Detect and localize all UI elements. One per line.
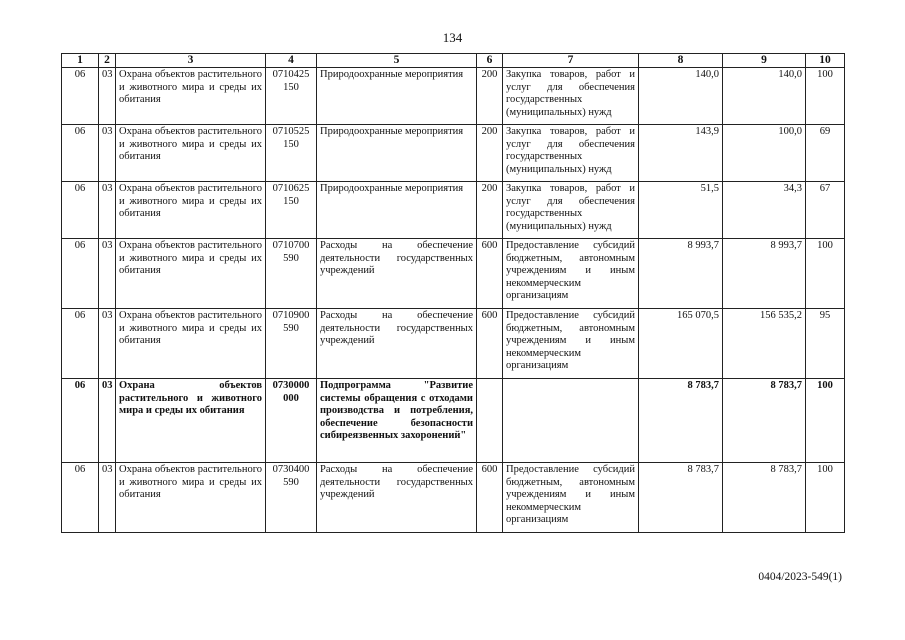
percent-cell: 100: [806, 239, 845, 309]
col-header-7: 7: [503, 54, 639, 68]
col-header-2: 2: [99, 54, 116, 68]
percent-cell: 100: [806, 68, 845, 125]
subsection-code-cell: 03: [99, 182, 116, 239]
section-code-cell: 06: [62, 125, 99, 182]
target-article-cell: 0730000 000: [266, 379, 317, 463]
table-row: [62, 182, 845, 239]
expense-type-code-cell: 600: [477, 463, 503, 533]
subsection-code-cell: 03: [99, 68, 116, 125]
subsection-name-cell: Охрана объектов растительного и животного мира и среды их обитания: [116, 309, 266, 379]
percent-cell: 100: [806, 463, 845, 533]
expense-type-name-cell: Закупка товаров, работ и услуг для обеспечения государственных (муниципальных) нужд: [503, 182, 639, 239]
section-code-cell: 06: [62, 379, 99, 463]
table-row: [62, 239, 845, 309]
table-row-subprogram: [62, 379, 845, 463]
executed-amount-cell: 34,3: [723, 182, 806, 239]
article-name-cell: Природоохранные мероприятия: [317, 68, 477, 125]
section-code-cell: 06: [62, 463, 99, 533]
subsection-code-cell: 03: [99, 239, 116, 309]
percent-cell: 95: [806, 309, 845, 379]
subsection-name-cell: Охрана объектов растительного и животного мира и среды их обитания: [116, 379, 266, 463]
col-header-10: 10: [806, 54, 845, 68]
table-row: [62, 125, 845, 182]
executed-amount-cell: 8 783,7: [723, 463, 806, 533]
table-header-row: [62, 54, 845, 68]
percent-cell: 100: [806, 379, 845, 463]
target-article-cell: 0710525 150: [266, 125, 317, 182]
col-header-8: 8: [639, 54, 723, 68]
planned-amount-cell: 140,0: [639, 68, 723, 125]
article-name-cell: Природоохранные мероприятия: [317, 182, 477, 239]
col-header-4: 4: [266, 54, 317, 68]
table-row: [62, 463, 845, 533]
col-header-3: 3: [116, 54, 266, 68]
expense-type-code-cell: 600: [477, 239, 503, 309]
expense-type-name-cell: Предоставление субсидий бюджетным, автономным учреждениям и иным некоммерческим организациям: [503, 463, 639, 533]
expense-type-code-cell: [477, 379, 503, 463]
expense-type-name-cell: [503, 379, 639, 463]
article-name-cell: Расходы на обеспечение деятельности государственных учреждений: [317, 309, 477, 379]
executed-amount-cell: 156 535,2: [723, 309, 806, 379]
expense-type-name-cell: Закупка товаров, работ и услуг для обеспечения государственных (муниципальных) нужд: [503, 68, 639, 125]
expense-type-code-cell: 200: [477, 125, 503, 182]
subsection-name-cell: Охрана объектов растительного и животного мира и среды их обитания: [116, 239, 266, 309]
executed-amount-cell: 8 993,7: [723, 239, 806, 309]
subsection-name-cell: Охрана объектов растительного и животного мира и среды их обитания: [116, 182, 266, 239]
col-header-6: 6: [477, 54, 503, 68]
budget-table: [61, 53, 845, 533]
subsection-code-cell: 03: [99, 309, 116, 379]
target-article-cell: 0710900 590: [266, 309, 317, 379]
section-code-cell: 06: [62, 182, 99, 239]
article-name-cell: Расходы на обеспечение деятельности государственных учреждений: [317, 239, 477, 309]
expense-type-code-cell: 200: [477, 68, 503, 125]
table-row: [62, 68, 845, 125]
planned-amount-cell: 165 070,5: [639, 309, 723, 379]
expense-type-name-cell: Предоставление субсидий бюджетным, автономным учреждениям и иным некоммерческим организациям: [503, 239, 639, 309]
subsection-code-cell: 03: [99, 463, 116, 533]
section-code-cell: 06: [62, 239, 99, 309]
article-name-cell: Расходы на обеспечение деятельности государственных учреждений: [317, 463, 477, 533]
subsection-name-cell: Охрана объектов растительного и животного мира и среды их обитания: [116, 68, 266, 125]
subsection-code-cell: 03: [99, 125, 116, 182]
expense-type-name-cell: Закупка товаров, работ и услуг для обеспечения государственных (муниципальных) нужд: [503, 125, 639, 182]
table-row: [62, 309, 845, 379]
article-name-cell: Природоохранные мероприятия: [317, 125, 477, 182]
section-code-cell: 06: [62, 68, 99, 125]
target-article-cell: 0730400 590: [266, 463, 317, 533]
planned-amount-cell: 8 993,7: [639, 239, 723, 309]
subsection-name-cell: Охрана объектов растительного и животного мира и среды их обитания: [116, 463, 266, 533]
page-number: 134: [442, 30, 463, 45]
executed-amount-cell: 140,0: [723, 68, 806, 125]
col-header-9: 9: [723, 54, 806, 68]
target-article-cell: 0710625 150: [266, 182, 317, 239]
percent-cell: 67: [806, 182, 845, 239]
article-name-cell: Подпрограмма "Развитие системы обращения с отходами производства и потребления, обеспечение безопасности сибиреязвенных захоронений": [317, 379, 477, 463]
expense-type-code-cell: 200: [477, 182, 503, 239]
target-article-cell: 0710700 590: [266, 239, 317, 309]
planned-amount-cell: 143,9: [639, 125, 723, 182]
target-article-cell: 0710425 150: [266, 68, 317, 125]
subsection-code-cell: 03: [99, 379, 116, 463]
col-header-5: 5: [317, 54, 477, 68]
section-code-cell: 06: [62, 309, 99, 379]
executed-amount-cell: 100,0: [723, 125, 806, 182]
planned-amount-cell: 8 783,7: [639, 379, 723, 463]
planned-amount-cell: 51,5: [639, 182, 723, 239]
planned-amount-cell: 8 783,7: [639, 463, 723, 533]
subsection-name-cell: Охрана объектов растительного и животного мира и среды их обитания: [116, 125, 266, 182]
percent-cell: 69: [806, 125, 845, 182]
col-header-1: 1: [62, 54, 99, 68]
expense-type-name-cell: Предоставление субсидий бюджетным, автономным учреждениям и иным некоммерческим организациям: [503, 309, 639, 379]
document-code: 0404/2023-549(1): [758, 571, 842, 583]
executed-amount-cell: 8 783,7: [723, 379, 806, 463]
expense-type-code-cell: 600: [477, 309, 503, 379]
